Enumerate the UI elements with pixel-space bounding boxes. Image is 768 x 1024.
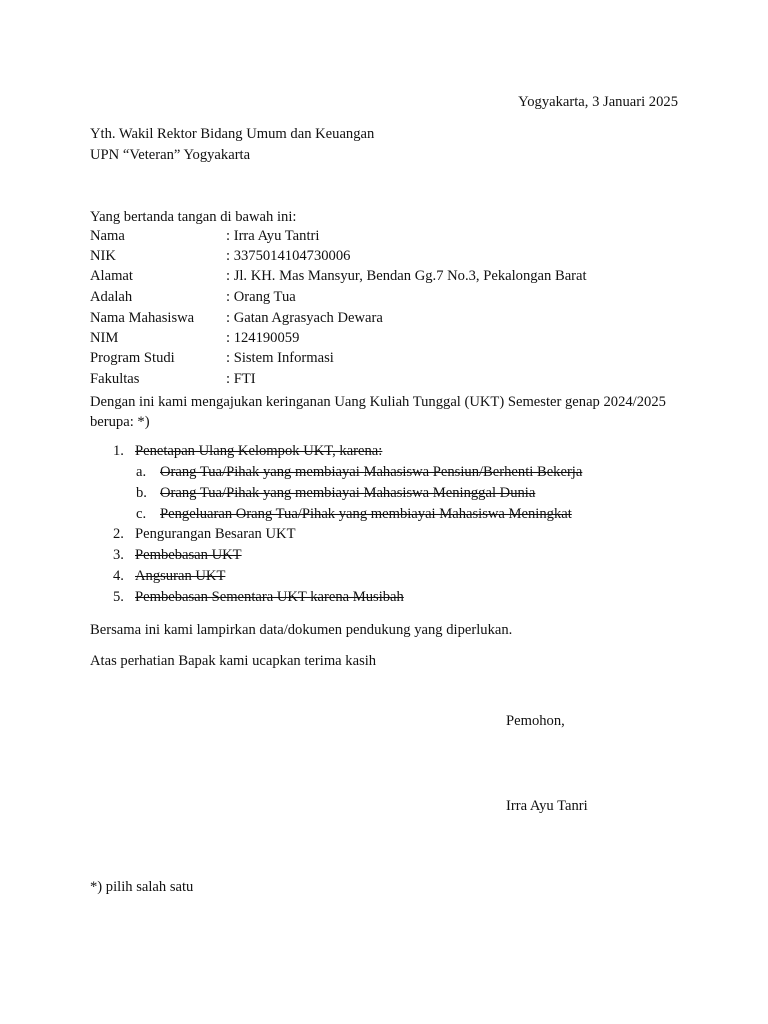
option-item-3	[113, 547, 242, 564]
option-item-5	[113, 589, 404, 606]
field-value-nama-mahasiswa: : Gatan Agrasyach Dewara	[226, 310, 383, 326]
intro-text: Yang bertanda tangan di bawah ini:	[90, 209, 297, 225]
option-text: Pengurangan Besaran UKT	[135, 526, 296, 542]
request-text-line-2: berupa: *)	[90, 414, 150, 430]
field-value-fakultas: : FTI	[226, 371, 256, 387]
option-number: 2.	[113, 526, 124, 542]
closing-text: Atas perhatian Bapak kami ucapkan terima kasih	[90, 653, 377, 669]
field-label-nama-mahasiswa: Nama Mahasiswa	[90, 310, 195, 326]
option-item-2	[113, 526, 295, 543]
field-value-adalah: : Orang Tua	[226, 289, 296, 305]
option-text: Pembebasan Sementara UKT karena Musibah	[135, 589, 404, 605]
field-value-nama: : Irra Ayu Tantri	[226, 228, 320, 244]
option-text: Pengeluaran Orang Tua/Pihak yang membiayai Mahasiswa Meningkat	[160, 506, 572, 522]
letter-date: Yogyakarta, 3 Januari 2025	[518, 94, 678, 110]
field-label-nama: Nama	[90, 228, 125, 244]
field-label-adalah: Adalah	[90, 289, 133, 305]
option-item-4	[113, 568, 225, 585]
signer-name: Irra Ayu Tanri	[506, 798, 588, 814]
request-text-line-1: Dengan ini kami mengajukan keringanan Uang Kuliah Tunggal (UKT) Semester genap 2024/2025	[90, 394, 666, 410]
field-label-nim: NIM	[90, 330, 119, 346]
footnote-text: *) pilih salah satu	[90, 879, 194, 895]
option-text: Penetapan Ulang Kelompok UKT, karena:	[135, 443, 383, 459]
field-value-nim: : 124190059	[226, 330, 300, 346]
signoff-text: Pemohon,	[506, 713, 565, 729]
option-text: Angsuran UKT	[135, 568, 226, 584]
option-text: Orang Tua/Pihak yang membiayai Mahasiswa Pensiun/Berhenti Bekerja	[160, 464, 583, 480]
option-number: 4.	[113, 568, 124, 584]
field-label-alamat: Alamat	[90, 268, 133, 284]
field-label-nik: NIK	[90, 248, 116, 264]
option-number: 5.	[113, 589, 124, 605]
option-number: 3.	[113, 547, 124, 563]
option-number: 1.	[113, 443, 124, 459]
recipient-line-2: UPN “Veteran” Yogyakarta	[90, 147, 251, 163]
option-number: a.	[136, 464, 147, 480]
attachment-note: Bersama ini kami lampirkan data/dokumen pendukung yang diperlukan.	[90, 622, 513, 638]
recipient-line-1: Yth. Wakil Rektor Bidang Umum dan Keuangan	[90, 126, 375, 142]
option-item-1b	[136, 485, 535, 502]
field-label-program-studi: Program Studi	[90, 350, 175, 366]
option-item-1a	[136, 464, 582, 481]
option-text: Pembebasan UKT	[135, 547, 242, 563]
field-value-nik: : 3375014104730006	[226, 248, 351, 264]
field-value-program-studi: : Sistem Informasi	[226, 350, 334, 366]
field-label-fakultas: Fakultas	[90, 371, 140, 387]
option-number: c.	[136, 506, 147, 522]
option-number: b.	[136, 485, 147, 501]
option-item-1c	[136, 506, 572, 523]
option-text: Orang Tua/Pihak yang membiayai Mahasiswa Meninggal Dunia	[160, 485, 536, 501]
option-item-1	[113, 443, 382, 460]
field-value-alamat: : Jl. KH. Mas Mansyur, Bendan Gg.7 No.3, Pekalongan Barat	[226, 268, 587, 284]
